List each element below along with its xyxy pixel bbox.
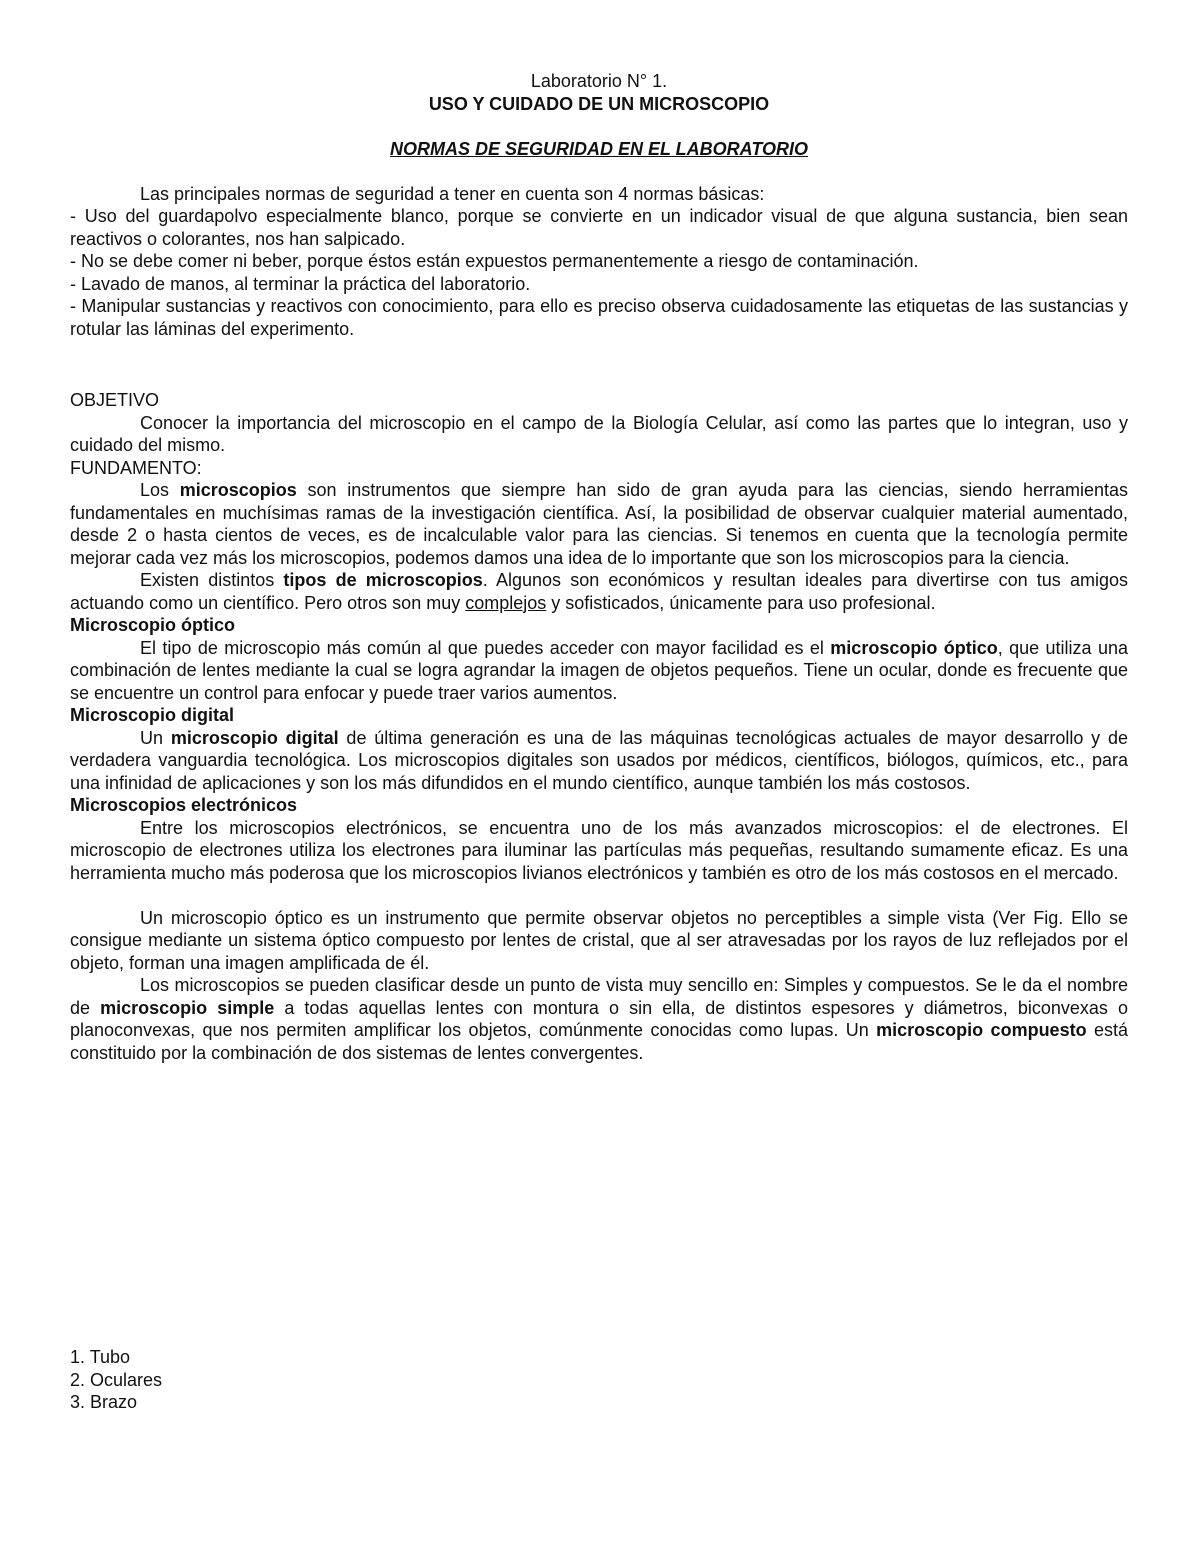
optico-heading: Microscopio óptico bbox=[70, 615, 236, 635]
bold-term: microscopio simple bbox=[100, 997, 275, 1018]
fundamento-paragraph-2: Existen distintos tipos de microscopios. Algunos son económicos y resultan ideales para divertirse con tus amigos actuando como un científico. Pero otros son muy complejos y sofisticados, únicamente para uso profesional. bbox=[70, 570, 1128, 613]
spacer bbox=[70, 160, 1128, 183]
objective-text: Conocer la importancia del microscopio en el campo de la Biología Celular, así como las partes que lo integran, uso y cuidado del mismo. bbox=[70, 412, 1128, 455]
safety-rule: - Uso del guardapolvo especialmente blanco, porque se convierte en un indicador visual de que alguna sustancia, bien sean reactivos o colorantes, nos han salpicado. bbox=[70, 206, 1128, 249]
fundamento-paragraph-1: Los microscopios son instrumentos que siempre han sido de gran ayuda para las ciencias, siendo herramientas fundamentales en muchísimas ramas de la investigación científica. Así, la posibilidad de observar cualquier material aumentado, desde 2 o hasta cientos de veces, es de incalculable valor para las ciencias. Si tenemos en cuenta que la tecnología permite mejorar cada vez más los microscopios, podemos damos una idea de lo importante que son los microscopios para la ciencia. bbox=[70, 480, 1128, 568]
safety-rule: - Manipular sustancias y reactivos con conocimiento, para ello es preciso observa cuidadosamente las etiquetas de las sustancias y rotular las láminas del experimento. bbox=[70, 296, 1128, 339]
document-page bbox=[70, 70, 1128, 1064]
bold-term: microscopio digital bbox=[170, 727, 339, 748]
safety-intro: Las principales normas de seguridad a tener en cuenta son 4 normas básicas: bbox=[140, 183, 765, 204]
digital-heading: Microscopio digital bbox=[70, 705, 235, 725]
electronico-heading: Microscopios electrónicos bbox=[70, 795, 298, 815]
spacer bbox=[70, 884, 1128, 907]
lab-number: Laboratorio N° 1. bbox=[530, 71, 668, 91]
closing-paragraph-2: Los microscopios se pueden clasificar desde un punto de vista muy sencillo en: Simples y compuestos. Se le da el nombre de microscopio simple a todas aquellas lentes con montura o sin ella, de distintos espesores y diámetros, biconvexas o planoconvexas, que nos permiten amplificar los objetos, comúnmente conocidas como lupas. Un microscopio compuesto está constituido por la combinación de dos sistemas de lentes convergentes. bbox=[70, 975, 1128, 1063]
digital-paragraph: Un microscopio digital de última generación es una de las máquinas tecnológicas actuales de mayor desarrollo y de verdadera vanguardia tecnológica. Los microscopios digitales son usados por médicos, científicos, biólogos, químicos, etc., para una infinidad de aplicaciones y son los más difundidos en el mundo científico, aunque también los más costosos. bbox=[70, 727, 1128, 793]
safety-rule: - Lavado de manos, al terminar la práctica del laboratorio. bbox=[70, 273, 531, 294]
spacer bbox=[70, 340, 1128, 385]
parts-list bbox=[70, 1346, 162, 1414]
objective-heading: OBJETIVO bbox=[70, 390, 160, 410]
list-item: 3. Brazo bbox=[70, 1392, 138, 1412]
bold-term: tipos de microscopios bbox=[283, 570, 483, 590]
closing-paragraph-1: Un microscopio óptico es un instrumento que permite observar objetos no perceptibles a simple vista (Ver Fig. Ello se consigue mediante un sistema óptico compuesto por lentes de cristal, que al ser atravesadas por los rayos de luz reflejados por el objeto, forman una imagen amplificada de él. bbox=[70, 907, 1128, 973]
document-title: USO Y CUIDADO DE UN MICROSCOPIO bbox=[428, 93, 770, 114]
bold-term: microscopio óptico bbox=[830, 637, 998, 658]
spacer bbox=[70, 115, 1128, 138]
bold-term: microscopios bbox=[179, 480, 297, 500]
safety-rule: - No se debe comer ni beber, porque éstos están expuestos permanentemente a riesgo de contaminación. bbox=[70, 251, 919, 271]
electronico-paragraph: Entre los microscopios electrónicos, se encuentra uno de los más avanzados microscopios: el de electrones. El microscopio de electrones utiliza los electrones para iluminar las partículas más pequeñas, resultando sumamente eficaz. Es una herramienta mucho más poderosa que los microscopios livianos electrónicos y también es otro de los más costosos en el mercado. bbox=[70, 817, 1128, 883]
bold-term: microscopio compuesto bbox=[876, 1020, 1087, 1040]
list-item: 1. Tubo bbox=[70, 1347, 131, 1367]
fundamento-heading: FUNDAMENTO: bbox=[70, 457, 202, 478]
underlined-term: complejos bbox=[465, 592, 547, 613]
list-item: 2. Oculares bbox=[70, 1369, 163, 1390]
section-title: NORMAS DE SEGURIDAD EN EL LABORATORIO bbox=[389, 138, 809, 159]
optico-paragraph: El tipo de microscopio más común al que puedes acceder con mayor facilidad es el microscopio óptico, que utiliza una combinación de lentes mediante la cual se logra agrandar la imagen de objetos pequeños. Tiene un ocular, donde es frecuente que se encuentre un control para enfocar y puede traer varios aumentos. bbox=[70, 637, 1128, 703]
